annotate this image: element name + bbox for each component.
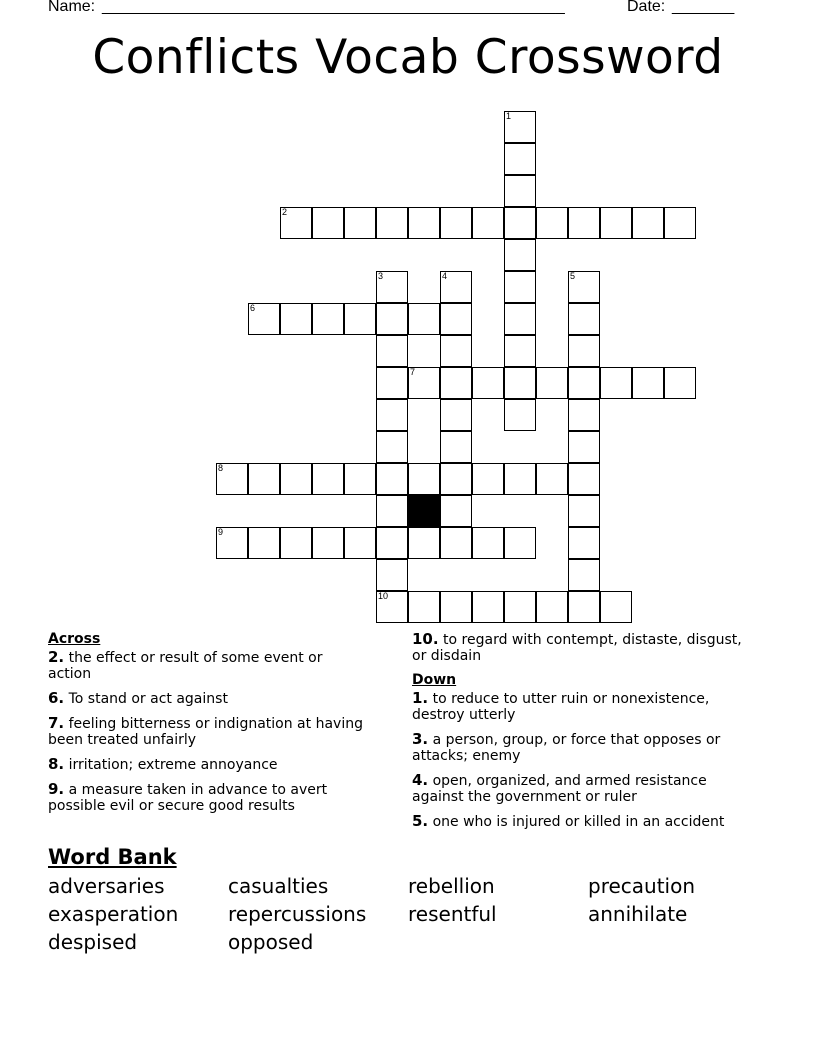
crossword-cell[interactable] xyxy=(568,335,600,367)
crossword-cell[interactable] xyxy=(408,303,440,335)
crossword-cell[interactable] xyxy=(376,431,408,463)
crossword-cell[interactable] xyxy=(440,527,472,559)
clue-down-1: 1. to reduce to utter ruin or nonexistence, destroy utterly xyxy=(412,689,710,723)
crossword-cell[interactable] xyxy=(568,399,600,431)
crossword-cell[interactable] xyxy=(344,527,376,559)
clue-number: 10 xyxy=(378,591,389,601)
word-bank-title: Word Bank xyxy=(48,845,177,869)
word-bank-list xyxy=(48,873,768,955)
crossword-cell[interactable] xyxy=(504,271,536,303)
crossword-cell[interactable] xyxy=(248,527,280,559)
crossword-cell[interactable] xyxy=(632,367,664,399)
word-bank-item: casualties xyxy=(228,874,329,898)
clue-number: 4 xyxy=(442,271,448,281)
crossword-cell[interactable] xyxy=(568,463,600,495)
clue-number: 1 xyxy=(506,111,512,121)
crossword-cell[interactable] xyxy=(408,527,440,559)
crossword-cell[interactable] xyxy=(504,207,536,239)
black-cell xyxy=(408,495,440,527)
crossword-cell[interactable] xyxy=(568,303,600,335)
crossword-cell[interactable] xyxy=(600,207,632,239)
crossword-cell[interactable] xyxy=(472,591,504,623)
crossword-cell[interactable] xyxy=(312,527,344,559)
crossword-cell[interactable] xyxy=(376,463,408,495)
crossword-cell[interactable] xyxy=(216,463,248,495)
crossword-cell[interactable] xyxy=(600,591,632,623)
crossword-cell[interactable] xyxy=(440,335,472,367)
crossword-cell[interactable] xyxy=(504,591,536,623)
clue-number: 7 xyxy=(410,367,416,377)
crossword-cell[interactable] xyxy=(440,271,472,303)
crossword-cell[interactable] xyxy=(376,591,408,623)
crossword-cell[interactable] xyxy=(472,207,504,239)
clue-across-10: 10. to regard with contempt, distaste, disgust, or disdain xyxy=(412,630,742,664)
word-bank xyxy=(48,845,768,955)
word-bank-item: resentful xyxy=(408,902,497,926)
clue-number: 8 xyxy=(218,463,224,473)
crossword-cell[interactable] xyxy=(568,271,600,303)
clue-across-2: 2. the effect or result of some event or action xyxy=(48,648,323,682)
crossword-cell[interactable] xyxy=(440,207,472,239)
crossword-cell[interactable] xyxy=(408,367,440,399)
crossword-cell[interactable] xyxy=(344,207,376,239)
crossword-cell[interactable] xyxy=(568,527,600,559)
clue-across-8: 8. irritation; extreme annoyance xyxy=(48,755,278,773)
crossword-cell[interactable] xyxy=(248,303,280,335)
crossword-cell[interactable] xyxy=(568,367,600,399)
clue-down-3: 3. a person, group, or force that opposes or attacks; enemy xyxy=(412,730,721,764)
crossword-cell[interactable] xyxy=(536,207,568,239)
clue-number: 2 xyxy=(282,207,288,217)
crossword-cell[interactable] xyxy=(536,463,568,495)
crossword-cell[interactable] xyxy=(536,367,568,399)
crossword-cell[interactable] xyxy=(344,463,376,495)
word-bank-item: opposed xyxy=(228,930,314,954)
crossword-cell[interactable] xyxy=(280,527,312,559)
crossword-cell[interactable] xyxy=(504,367,536,399)
crossword-cell[interactable] xyxy=(568,431,600,463)
crossword-cell[interactable] xyxy=(568,207,600,239)
date-field[interactable]: _______ xyxy=(672,0,735,15)
clue-across-7: 7. feeling bitterness or indignation at having been treated unfairly xyxy=(48,714,363,748)
crossword-cell[interactable] xyxy=(536,591,568,623)
crossword-cell[interactable] xyxy=(472,463,504,495)
crossword-cell[interactable] xyxy=(376,303,408,335)
crossword-cell[interactable] xyxy=(280,303,312,335)
word-bank-item: repercussions xyxy=(228,902,367,926)
crossword-cell[interactable] xyxy=(376,335,408,367)
crossword-cell[interactable] xyxy=(504,111,536,143)
crossword-cell[interactable] xyxy=(376,271,408,303)
crossword-cell[interactable] xyxy=(440,303,472,335)
crossword-cell[interactable] xyxy=(440,399,472,431)
crossword-cell[interactable] xyxy=(376,527,408,559)
crossword-cell[interactable] xyxy=(568,591,600,623)
crossword-cell[interactable] xyxy=(440,591,472,623)
crossword-cell[interactable] xyxy=(248,463,280,495)
crossword-cell[interactable] xyxy=(504,463,536,495)
crossword-cell[interactable] xyxy=(600,367,632,399)
clue-number: 6 xyxy=(250,303,256,313)
down-heading: Down xyxy=(412,672,457,688)
clue-number: 5 xyxy=(570,271,576,281)
clues-right-column xyxy=(412,631,757,838)
word-bank-item: precaution xyxy=(588,874,696,898)
name-field[interactable]: ____________________________________________________ xyxy=(102,0,565,15)
word-bank-item: rebellion xyxy=(408,874,495,898)
word-bank-item: annihilate xyxy=(588,902,688,926)
word-bank-item: despised xyxy=(48,930,138,954)
crossword-cell[interactable] xyxy=(312,207,344,239)
word-bank-item: exasperation xyxy=(48,902,179,926)
crossword-cell[interactable] xyxy=(504,335,536,367)
crossword-cell[interactable] xyxy=(504,527,536,559)
crossword-cell[interactable] xyxy=(504,399,536,431)
crossword-cell[interactable] xyxy=(408,463,440,495)
crossword-cell[interactable] xyxy=(472,367,504,399)
clue-number: 3 xyxy=(378,271,384,281)
crossword-cell[interactable] xyxy=(312,463,344,495)
word-bank-item: adversaries xyxy=(48,874,165,898)
crossword-cell[interactable] xyxy=(376,367,408,399)
clue-down-4: 4. open, organized, and armed resistance against the government or ruler xyxy=(412,771,707,805)
crossword-cell[interactable] xyxy=(504,239,536,271)
page-title: Conflicts Vocab Crossword xyxy=(92,30,724,85)
crossword-cell[interactable] xyxy=(376,399,408,431)
clues-left-column xyxy=(48,631,368,822)
crossword-cell[interactable] xyxy=(440,463,472,495)
crossword-cell[interactable] xyxy=(280,207,312,239)
crossword-cell[interactable] xyxy=(664,207,696,239)
crossword-cell[interactable] xyxy=(408,591,440,623)
crossword-cell[interactable] xyxy=(568,495,600,527)
clue-down-5: 5. one who is injured or killed in an accident xyxy=(412,812,725,830)
crossword-cell[interactable] xyxy=(280,463,312,495)
crossword-cell[interactable] xyxy=(440,431,472,463)
name-label: Name: xyxy=(48,0,96,15)
crossword-cell[interactable] xyxy=(504,303,536,335)
crossword-cell[interactable] xyxy=(472,527,504,559)
crossword-cell[interactable] xyxy=(376,495,408,527)
crossword-cell[interactable] xyxy=(376,559,408,591)
date-label: Date: xyxy=(627,0,666,15)
crossword-cell[interactable] xyxy=(568,559,600,591)
crossword-cell[interactable] xyxy=(312,303,344,335)
crossword-cell[interactable] xyxy=(504,175,536,207)
crossword-cell[interactable] xyxy=(440,367,472,399)
clue-across-9: 9. a measure taken in advance to avert possible evil or secure good results xyxy=(48,780,328,814)
clue-number: 9 xyxy=(218,527,224,537)
crossword-cell[interactable] xyxy=(376,207,408,239)
crossword-cell[interactable] xyxy=(632,207,664,239)
crossword-cell[interactable] xyxy=(216,527,248,559)
crossword-cell[interactable] xyxy=(504,143,536,175)
crossword-cell[interactable] xyxy=(664,367,696,399)
crossword-cell[interactable] xyxy=(344,303,376,335)
crossword-cell[interactable] xyxy=(408,207,440,239)
clue-across-6: 6. To stand or act against xyxy=(48,689,228,707)
crossword-cell[interactable] xyxy=(440,495,472,527)
across-heading: Across xyxy=(48,631,101,647)
